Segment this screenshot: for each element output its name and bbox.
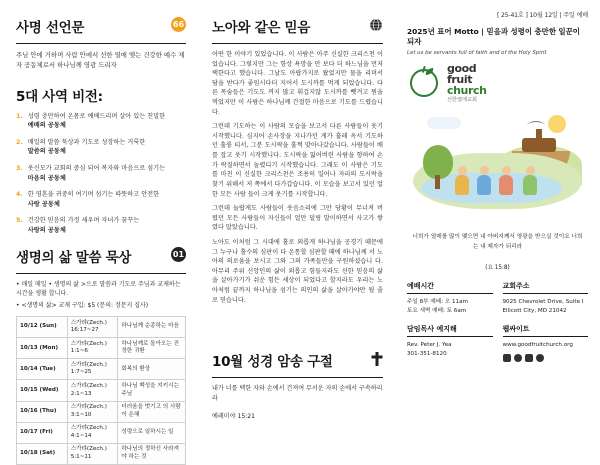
vision-number: 3. [16,164,23,172]
vision-number: 5. [16,217,23,225]
person-figure [499,166,513,195]
tree-trunk [435,175,440,189]
vision-title: 5대 사역 비전: [16,88,103,105]
mission-header [16,16,186,44]
person-figure [455,166,469,195]
cell-reference: 스가랴(Zech.) 4:1~14 [67,422,118,443]
table-row [17,317,186,338]
bible-study-header [16,246,186,274]
pastor-title: 담임목사 예지해 [407,324,493,337]
mission-text: 주님 안에 거하며 사람 안에서 선한 열매 맺는 건강한 예수 제자 공동체로서 하나님께 영광 드리자 [16,51,185,70]
vision-number: 1. [16,112,23,120]
table-row [17,338,186,359]
info-section [407,281,588,316]
table-row [17,443,186,464]
vision-item [16,112,186,131]
right-column [395,0,600,464]
website-body [503,341,589,350]
vision-item [16,164,186,183]
vision-text [28,190,159,209]
cell-topic: 하나님께 순종하는 마음 [118,317,186,338]
cell-reference: 스가랴(Zech.) 3:1~10 [67,401,118,422]
youtube-icon[interactable] [525,354,533,362]
sermon-paragraph: 어떤 한 이야기 있었습니다. 이 사람은 아주 신실한 크리스천 이었습니다. 그렇지만 그는 항상 욕망을 안 보다 더 하느님을 먼저 택한다고 했습니다. 그날도 아랍가지로 왔었지만 물을 리뎌서 담을 받다가 좋임시다더 지어서 도시까를 먹게 되었습니다. 다른 목숨들은 기도도 꺼지 많고 휘겁지않 도시까를 뺏겨고 뭔을 먹었지만 이 사람은 하나님께 간절한 마음으로 기도를 드렸습니다. [212,51,383,116]
reading-schedule-table [16,316,186,465]
cell-date: 10/17 (Fri) [17,422,68,443]
pastor-block [407,324,493,362]
cell-reference: 스가랴(Zech.) 1:7~25 [67,359,118,380]
memory-verse-header [212,350,383,378]
table-row [17,380,186,401]
cell-topic: 성령으로 일하시는 일 [118,422,186,443]
vision-bold: 마음의 공동체 [27,174,66,182]
cell-date: 10/14 (Tue) [17,359,68,380]
website-block [503,324,589,362]
cell-date: 10/12 (Sun) [17,317,68,338]
cell-date: 10/18 (Sat) [17,443,68,464]
church-logo [407,63,588,103]
cell-topic: 회복의 환상 [118,359,186,380]
cell-topic: 하나님께로 돌아오는 진정한 귀환 [118,338,186,359]
website-title: 웹싸이트 [503,324,589,337]
vision-list [16,112,186,236]
service-times-title: 예배시간 [407,281,493,294]
pastor-body [407,341,493,359]
info-section-2 [407,324,588,362]
globe-icon [369,17,383,36]
table-row [17,359,186,380]
bible-study-title: 생명의 삶 말씀 묵상 [16,249,132,266]
sermon-title: 노아와 같은 믿음 [212,20,310,36]
bible-study-note-2: • <생명의 삶> 교재 구입: $5 (문의: 정문지 집사) [16,302,149,310]
cell-date: 10/15 (Wed) [17,380,68,401]
twitter-icon[interactable] [536,354,544,362]
vision-body: 건강한 믿음의 가정 세우며 자녀가 꿈꾸는 [27,217,140,225]
middle-column [200,0,395,464]
vision-text [28,112,165,131]
vision-bold: 사랑 공동체 [27,200,60,208]
instagram-icon[interactable] [514,354,522,362]
service-line: 주일 8부 예배: 오 11am [407,298,468,305]
address-line: Ellicott City, MD 21042 [502,307,567,314]
cell-date: 10/16 (Thu) [17,401,68,422]
service-times-block [407,281,493,316]
vision-body: 성령 충만하여 온몸로 예배드리며 살아 있는 친밀한 [27,112,166,120]
cell-topic: 하나님 백성을 지키시는 주님 [118,380,186,401]
apple-logo-icon [407,66,441,100]
logo-line-1: good [447,62,477,76]
tree-icon [423,145,453,179]
vision-item [16,138,186,157]
logo-line-2: fruit [447,73,473,87]
logo-wordmark [447,63,487,103]
memory-verse-text: 내가 너를 택한 자와 손에서 건져여 무서운 자의 손에서 구속하리라 [212,385,383,402]
vision-item [16,216,186,235]
table-row [17,401,186,422]
vision-number: 2. [16,138,23,146]
sermon-paragraph: 그런데 기도하는 이 사람의 모습을 보고서 다른 사람들이 웃기 시작했니다. 심지어 손사장을 지나가던 게가 훌레 옥서 기도하 던 훌륭 티서, 그분 도시락을 훌쩍 맞아나갔습니다. 사람들이 배를 잡고 웃기 시작했니다. 도시락을 잃어버린 사람을 향하여 손가 락질하면서 놀렸디기 시작했습니다. 그래도 이 사람은 기도를 마친 이 신실한 크리스천은 조용히 일어나 자리의 도시락을 찾기 위해서 저 쪽에서 다가갑습니다. 이 모습을 보고서 있던 얼한 모든 사람 들이 크게 웃기를 시작합니다. [212,123,383,198]
service-line: 토요 새벽 예배: 토 6am [407,307,467,314]
address-body [503,298,589,316]
theme-verse-reference: (요 15:8) [485,264,510,271]
vision-item [16,190,186,209]
vision-body: 한 영혼을 귀중히 여기며 섬기는 따뜻하고 안전한 [27,191,160,199]
theme-verse-text: 너희가 열매를 많이 맺으면 내 아버지께서 영광을 받으실 것이요 너희는 내 제자가 되리라 [412,234,583,250]
person-figure [523,166,537,195]
website-url[interactable]: www.goodfruitchurch.org [502,341,573,348]
vision-text [28,164,165,183]
sermon-header [212,16,383,44]
vision-bold: 예배의 공동체 [27,122,66,130]
social-links [503,354,589,362]
address-title: 교회주소 [503,281,589,294]
address-line: 9025 Chevrolet Drive, Suite I [502,298,584,305]
pastor-phone: 301-351-8120 [407,350,447,357]
vision-bold: 사랑의 공동체 [27,226,66,234]
cloud-icon [427,117,461,129]
mission-title: 사명 선언문 [16,20,85,36]
sermon-paragraph: 그런데 놀랍게도 사람들이 웃음소리에 그만 당황이 무너져 버 렸던 모든 사람들이 자신들이 얼만 덜링 말이하면서 사고가 쌓였다 말았습니다. [212,205,383,232]
cross-icon [371,351,383,370]
vision-body: 웃신모가 교회의 중심 되어 복자와 마음으로 섬기는 [27,164,166,172]
vision-body: 매일의 말씀 묵상과 기도로 성장하는 거룩한 [27,138,146,146]
quote-badge-icon: 66 [171,17,186,32]
vision-number: 4. [16,191,23,199]
bible-study-note-1: • 매일 매일 • 생명의 삶 >으로 말씀과 기도로 주님과 교제하는 시간을 생활 합니다. [16,280,181,297]
cell-reference: 스가랴(Zech.) 2:1~13 [67,380,118,401]
service-times-body [407,298,493,316]
vision-text [28,216,139,235]
memory-verse-title: 10월 성경 암송 구절 [212,354,333,371]
table-row [17,422,186,443]
memory-verse-reference: 예레미야 15:21 [212,412,256,420]
left-column [0,0,200,464]
vision-text [28,138,145,157]
study-badge-icon: 01 [171,247,186,262]
vision-bold: 말씀의 공동체 [27,148,66,156]
pastor-name: Rev. Peter J. Yea [407,341,452,348]
noah-ark-illustration [407,107,588,225]
cell-reference: 스가랴(Zech.) 5:1~11 [67,443,118,464]
cell-date: 10/13 (Mon) [17,338,68,359]
address-block [503,281,589,316]
person-figure [477,166,491,195]
motto-korean: 2025년 표어 Motto | 믿음과 성령이 충만한 일꾼이 되자 [407,27,580,47]
cell-reference: 스가랴(Zech.) 16:17~27 [67,317,118,338]
facebook-icon[interactable] [503,354,511,362]
cell-topic: 더러움을 벗기고 의 사람이 은혜 [118,401,186,422]
cell-reference: 스가랴(Zech.) 1:1~6 [67,338,118,359]
motto-block [407,27,588,57]
sermon-paragraph: 노아도 이처럼 그 시대에 홀로 외롭게 하나님을 공경기 때문에 그 누구나 홀수의 심판이 다 온통할 심판할 때에 하나님께 서 노아의 의로움을 보시고 그와 그의 가족들만을 구원하셨습니 다. 아무리 주위 신앙인의 삶이 외롭고 힘들지라도 선한 믿음의 삶을 살아가기가 쉬운 힘든 세상이 되었다고 할지라도 우리는 노 아처럼 끝까지 하나님을 섬기는 의인의 삶을 살아가야만 될 줄로 믿습니다. [212,238,383,304]
logo-line-3: church [447,84,487,98]
cell-topic: 하나님의 정하신 사라져야 하는 것 [118,443,186,464]
issue-header: [ 25-41호 ] 10월 12일 | 주일 예배 [496,12,588,19]
logo-subtitle: 선한열매교회 [447,97,478,104]
motto-english: Let us be servants full of faith and of the Holy Spirit [407,49,547,56]
